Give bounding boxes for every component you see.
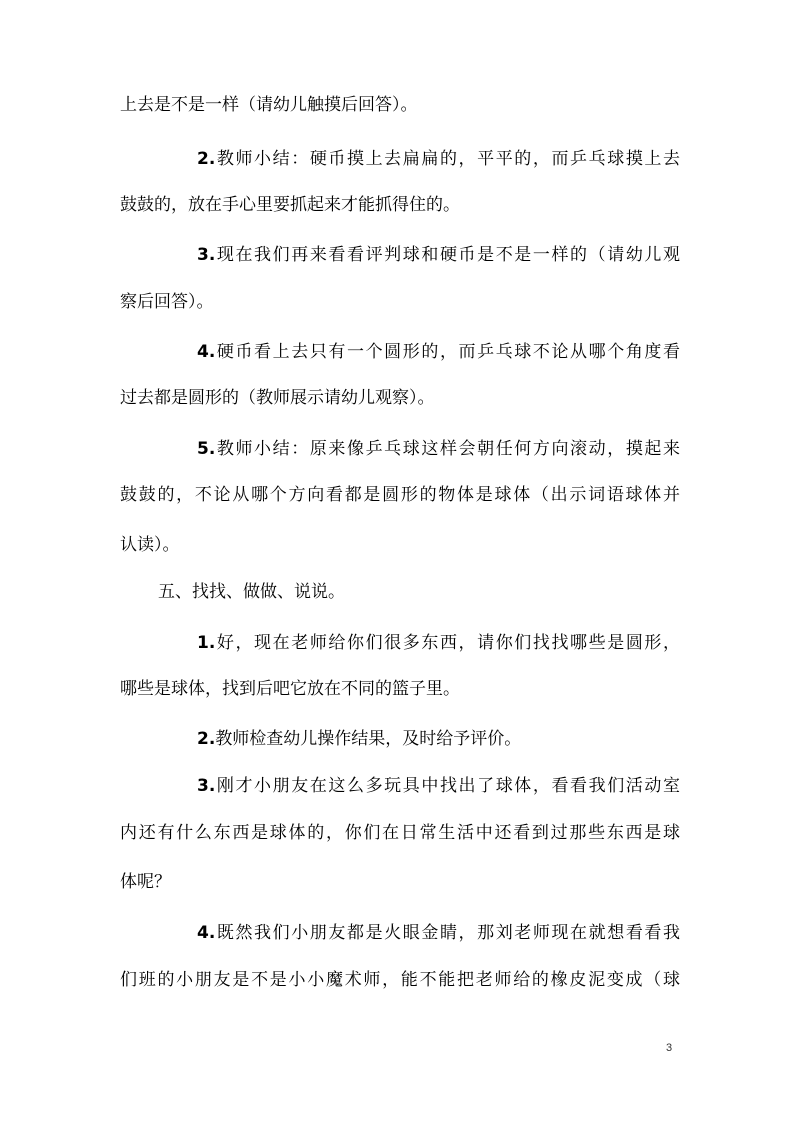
text-line-7: 过去都是圆形的（教师展示请幼儿观察）。: [120, 388, 435, 408]
text-line-17: 体呢？: [120, 872, 171, 892]
text-line-3: 鼓鼓的，放在手心里要抓起来才能抓得住的。: [120, 195, 460, 215]
text-line-19: 们班的小朋友是不是小小魔术师，能不能把老师给的橡皮泥变成（球: [120, 970, 680, 990]
text-line-13: 哪些是球体，找到后吧它放在不同的篮子里。: [120, 679, 460, 699]
text-line-4: 3.现在我们再来看看评判球和硬币是不是一样的（请幼儿观: [197, 245, 680, 265]
text-line-2: 2.教师小结：硬币摸上去扁扁的，平平的，而乒乓球摸上去: [197, 149, 680, 169]
text-line-14: 2.教师检查幼儿操作结果，及时给予评价。: [197, 729, 522, 749]
text-line-1: 上去是不是一样（请幼儿触摸后回答）。: [120, 95, 418, 115]
text-line-8: 5.教师小结：原来像乒乓球这样会朝任何方向滚动，摸起来: [197, 439, 680, 459]
text-line-16: 内还有什么东西是球体的，你们在日常生活中还看到过那些东西是球: [120, 823, 680, 843]
section-heading: 五、找找、做做、说说。: [158, 582, 345, 602]
text-line-18: 4.既然我们小朋友都是火眼金睛，那刘老师现在就想看看我: [197, 923, 680, 943]
text-line-10: 认读）。: [120, 535, 180, 555]
text-line-12: 1.好，现在老师给你们很多东西，请你们找找哪些是圆形，: [197, 633, 680, 653]
text-line-9: 鼓鼓的，不论从哪个方向看都是圆形的物体是球体（出示词语球体并: [120, 485, 680, 505]
text-line-6: 4.硬币看上去只有一个圆形的，而乒乓球不论从哪个角度看: [197, 342, 680, 362]
page-number: 3: [666, 1042, 673, 1054]
text-line-5: 察后回答）。: [120, 292, 214, 312]
text-line-15: 3.刚才小朋友在这么多玩具中找出了球体，看看我们活动室: [197, 776, 680, 796]
